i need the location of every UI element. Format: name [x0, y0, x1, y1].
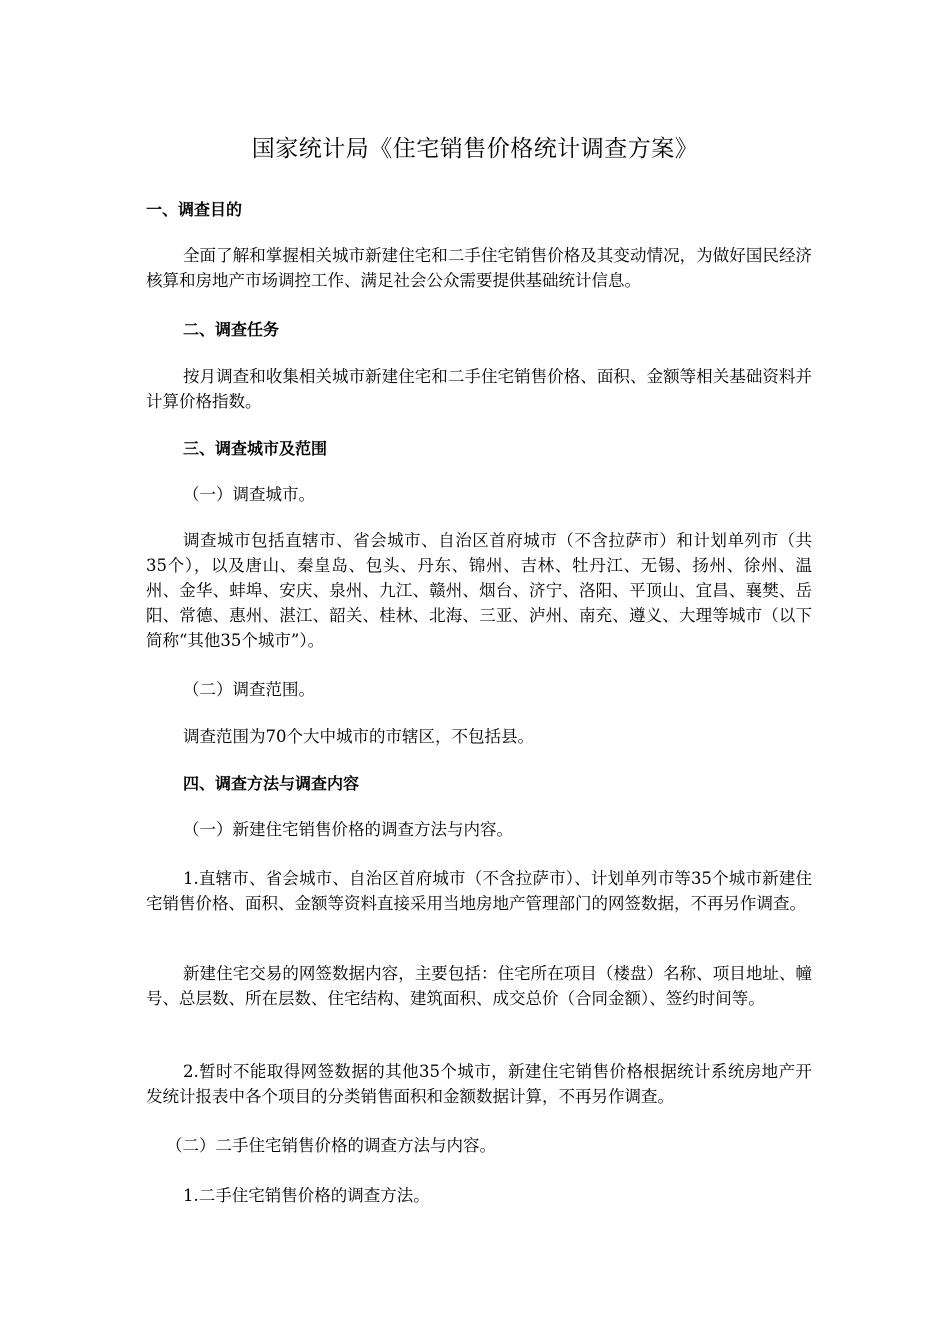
subheading-cities: （一）调查城市。 [183, 485, 315, 504]
paragraph-purpose: 全面了解和掌握相关城市新建住宅和二手住宅销售价格及其变动情况，为做好国民经济核算和房地产市场调控工作、满足社会公众需要提供基础统计信息。 [146, 246, 812, 290]
document-title: 国家统计局《住宅销售价格统计调查方案》 [251, 136, 699, 162]
paragraph-second-hand-item1: 1.二手住宅销售价格的调查方法。 [183, 1186, 430, 1205]
subheading-new-housing: （一）新建住宅销售价格的调查方法与内容。 [183, 820, 513, 839]
paragraph-new-housing-item1: 1.直辖市、省会城市、自治区首府城市（不含拉萨市）、计划单列市等35个城市新建住宅销售价格、面积、金额等资料直接采用当地房地产管理部门的网签数据，不再另作调查。 [146, 869, 812, 913]
paragraph-task: 按月调查和收集相关城市新建住宅和二手住宅销售价格、面积、金额等相关基础资料并计算价格指数。 [146, 367, 812, 411]
paragraph-new-housing-item2: 2.暂时不能取得网签数据的其他35个城市，新建住宅销售价格根据统计系统房地产开发统计报表中各个项目的分类销售面积和金额数据计算，不再另作调查。 [146, 1062, 812, 1106]
paragraph-cities: 调查城市包括直辖市、省会城市、自治区首府城市（不含拉萨市）和计划单列市（共35个），以及唐山、秦皇岛、包头、丹东、锦州、吉林、牡丹江、无锡、扬州、徐州、温州、金华、蚌埠、安庆、泉州、九江、赣州、烟台、济宁、洛阳、平顶山、宜昌、襄樊、岳阳、常德、惠州、湛江、韶关、桂林、北海、三亚、泸州、南充、遵义、大理等城市（以下简称“其他35个城市”）。 [146, 531, 812, 650]
section-heading-purpose: 一、调查目的 [146, 200, 243, 219]
subheading-scope: （二）调查范围。 [183, 680, 315, 699]
section-heading-task: 二、调查任务 [183, 320, 280, 339]
paragraph-scope: 调查范围为70个大中城市的市辖区，不包括县。 [183, 727, 534, 746]
subheading-second-hand: （二）二手住宅销售价格的调查方法与内容。 [166, 1136, 496, 1155]
paragraph-online-contract-data: 新建住宅交易的网签数据内容，主要包括：住宅所在项目（楼盘）名称、项目地址、幢号、总层数、所在层数、住宅结构、建筑面积、成交总价（合同金额）、签约时间等。 [146, 964, 812, 1008]
section-heading-methods: 四、调查方法与调查内容 [183, 774, 360, 793]
section-heading-cities-scope: 三、调查城市及范围 [183, 439, 328, 458]
